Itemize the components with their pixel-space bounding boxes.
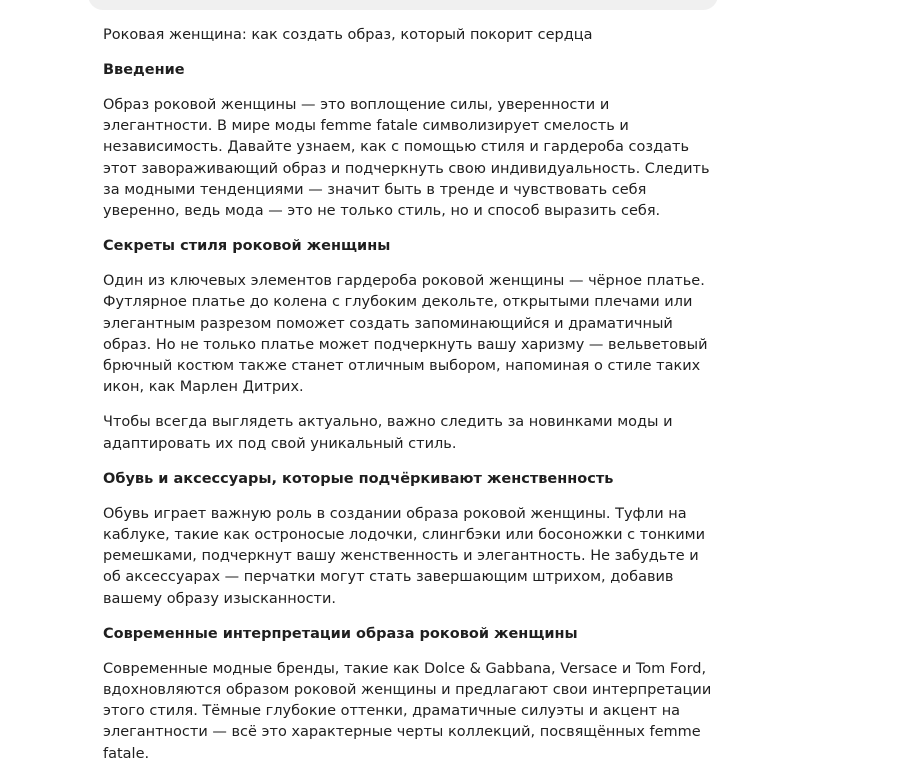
paragraph: Обувь играет важную роль в создании образа роковой женщины. Туфли на каблуке, такие как остроносые лодочки, слингбэки или босоножки с тонкими ремешками, подчеркнут вашу женственность и элегантность. Не забудьте и об аксессуарах — перчатки могут стать завершающим штрихом, добавив вашему образу изысканности. (103, 505, 706, 607)
paragraph: Один из ключевых элементов гардероба роковой женщины — чёрное платье. Футлярное платье до колена с глубоким декольте, открытыми плечами или элегантным разрезом поможет создать запоминающийся и драматичный образ. Но не только платье может подчеркнуть вашу харизму — вельветовый брючный костюм также станет отличным выбором, напоминая о стиле таких икон, как Марлен Дитрих. (103, 273, 708, 396)
section-shoes-accessories (103, 469, 721, 610)
section-style-secrets (103, 236, 721, 455)
section-heading: Современные интерпретации образа роковой женщины (103, 625, 578, 642)
paragraph: Современные модные бренды, такие как Dolce & Gabbana, Versace и Tom Ford, вдохновляются образом роковой женщины и предлагают свои интерпретации этого стиля. Тёмные глубокие оттенки, драматичные силуэты и акцент на элегантности — всё это характерные черты коллекций, посвящённых femme fatale. (103, 660, 712, 762)
section-heading: Введение (103, 62, 185, 78)
article-title: Роковая женщина: как создать образ, который покорит сердца (103, 27, 593, 43)
paragraph: Образ роковой женщины — это воплощение силы, уверенности и элегантности. В мире моды femme fatale символизирует смелость и независимость. Давайте узнаем, как с помощью стиля и гардероба создать этот завораживающий образ и подчеркнуть свою индивидуальность. Следить за модными тенденциями — значит быть в тренде и чувствовать себя уверенно, ведь мода — это не только стиль, но и способ выразить себя. (103, 97, 710, 220)
article (103, 25, 721, 779)
section-heading: Секреты стиля роковой женщины (103, 238, 391, 255)
input-box-bottom-edge (88, 0, 718, 10)
section-introduction (103, 60, 721, 222)
paragraph: Чтобы всегда выглядеть актуально, важно следить за новинками моды и адаптировать их под свой уникальный стиль. (103, 414, 673, 452)
section-heading: Обувь и аксессуары, которые подчёркивают женственность (103, 470, 614, 487)
section-modern-interpretations (103, 624, 721, 765)
